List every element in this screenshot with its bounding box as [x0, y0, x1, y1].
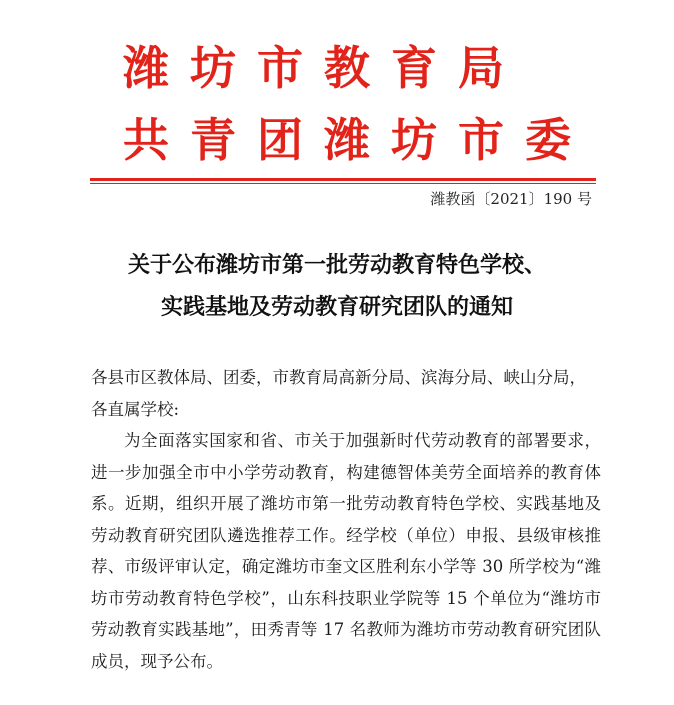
red-divider-thin — [90, 183, 596, 184]
red-divider-thick — [90, 178, 596, 181]
body-paragraph: 为全面落实国家和省、市关于加强新时代劳动教育的部署要求，进一步加强全市中小学劳动教育，构建德智体美劳全面培养的教育体系。近期，组织开展了潍坊市第一批劳动教育特色学校、实践基地及劳动教育研究团队遴选推荐工作。经学校（单位）申报、县级审核推荐、市级评审认定，确定潍坊市奎文区胜利东小学等 30 所学校为“潍坊市劳动教育特色学校”，山东科技职业学院等 15 个单位为“潍坊市劳动教育实践基地”，田秀青等 17 名教师为潍坊市劳动教育研究团队成员，现予公布。 — [91, 431, 601, 671]
salutation: 各县市区教体局、团委，市教育局高新分局、滨海分局、峡山分局，各直属学校: — [91, 368, 586, 419]
issuer-youth-league: 共青团潍坊市委 — [123, 113, 592, 167]
document-title-line-1: 关于公布潍坊市第一批劳动教育特色学校、 — [127, 252, 546, 278]
issuer-education-bureau: 潍坊市教育局 — [123, 41, 525, 95]
document-number: 潍教函〔2021〕190 号 — [430, 190, 592, 208]
document-title-line-2: 实践基地及劳动教育研究团队的通知 — [160, 294, 513, 320]
